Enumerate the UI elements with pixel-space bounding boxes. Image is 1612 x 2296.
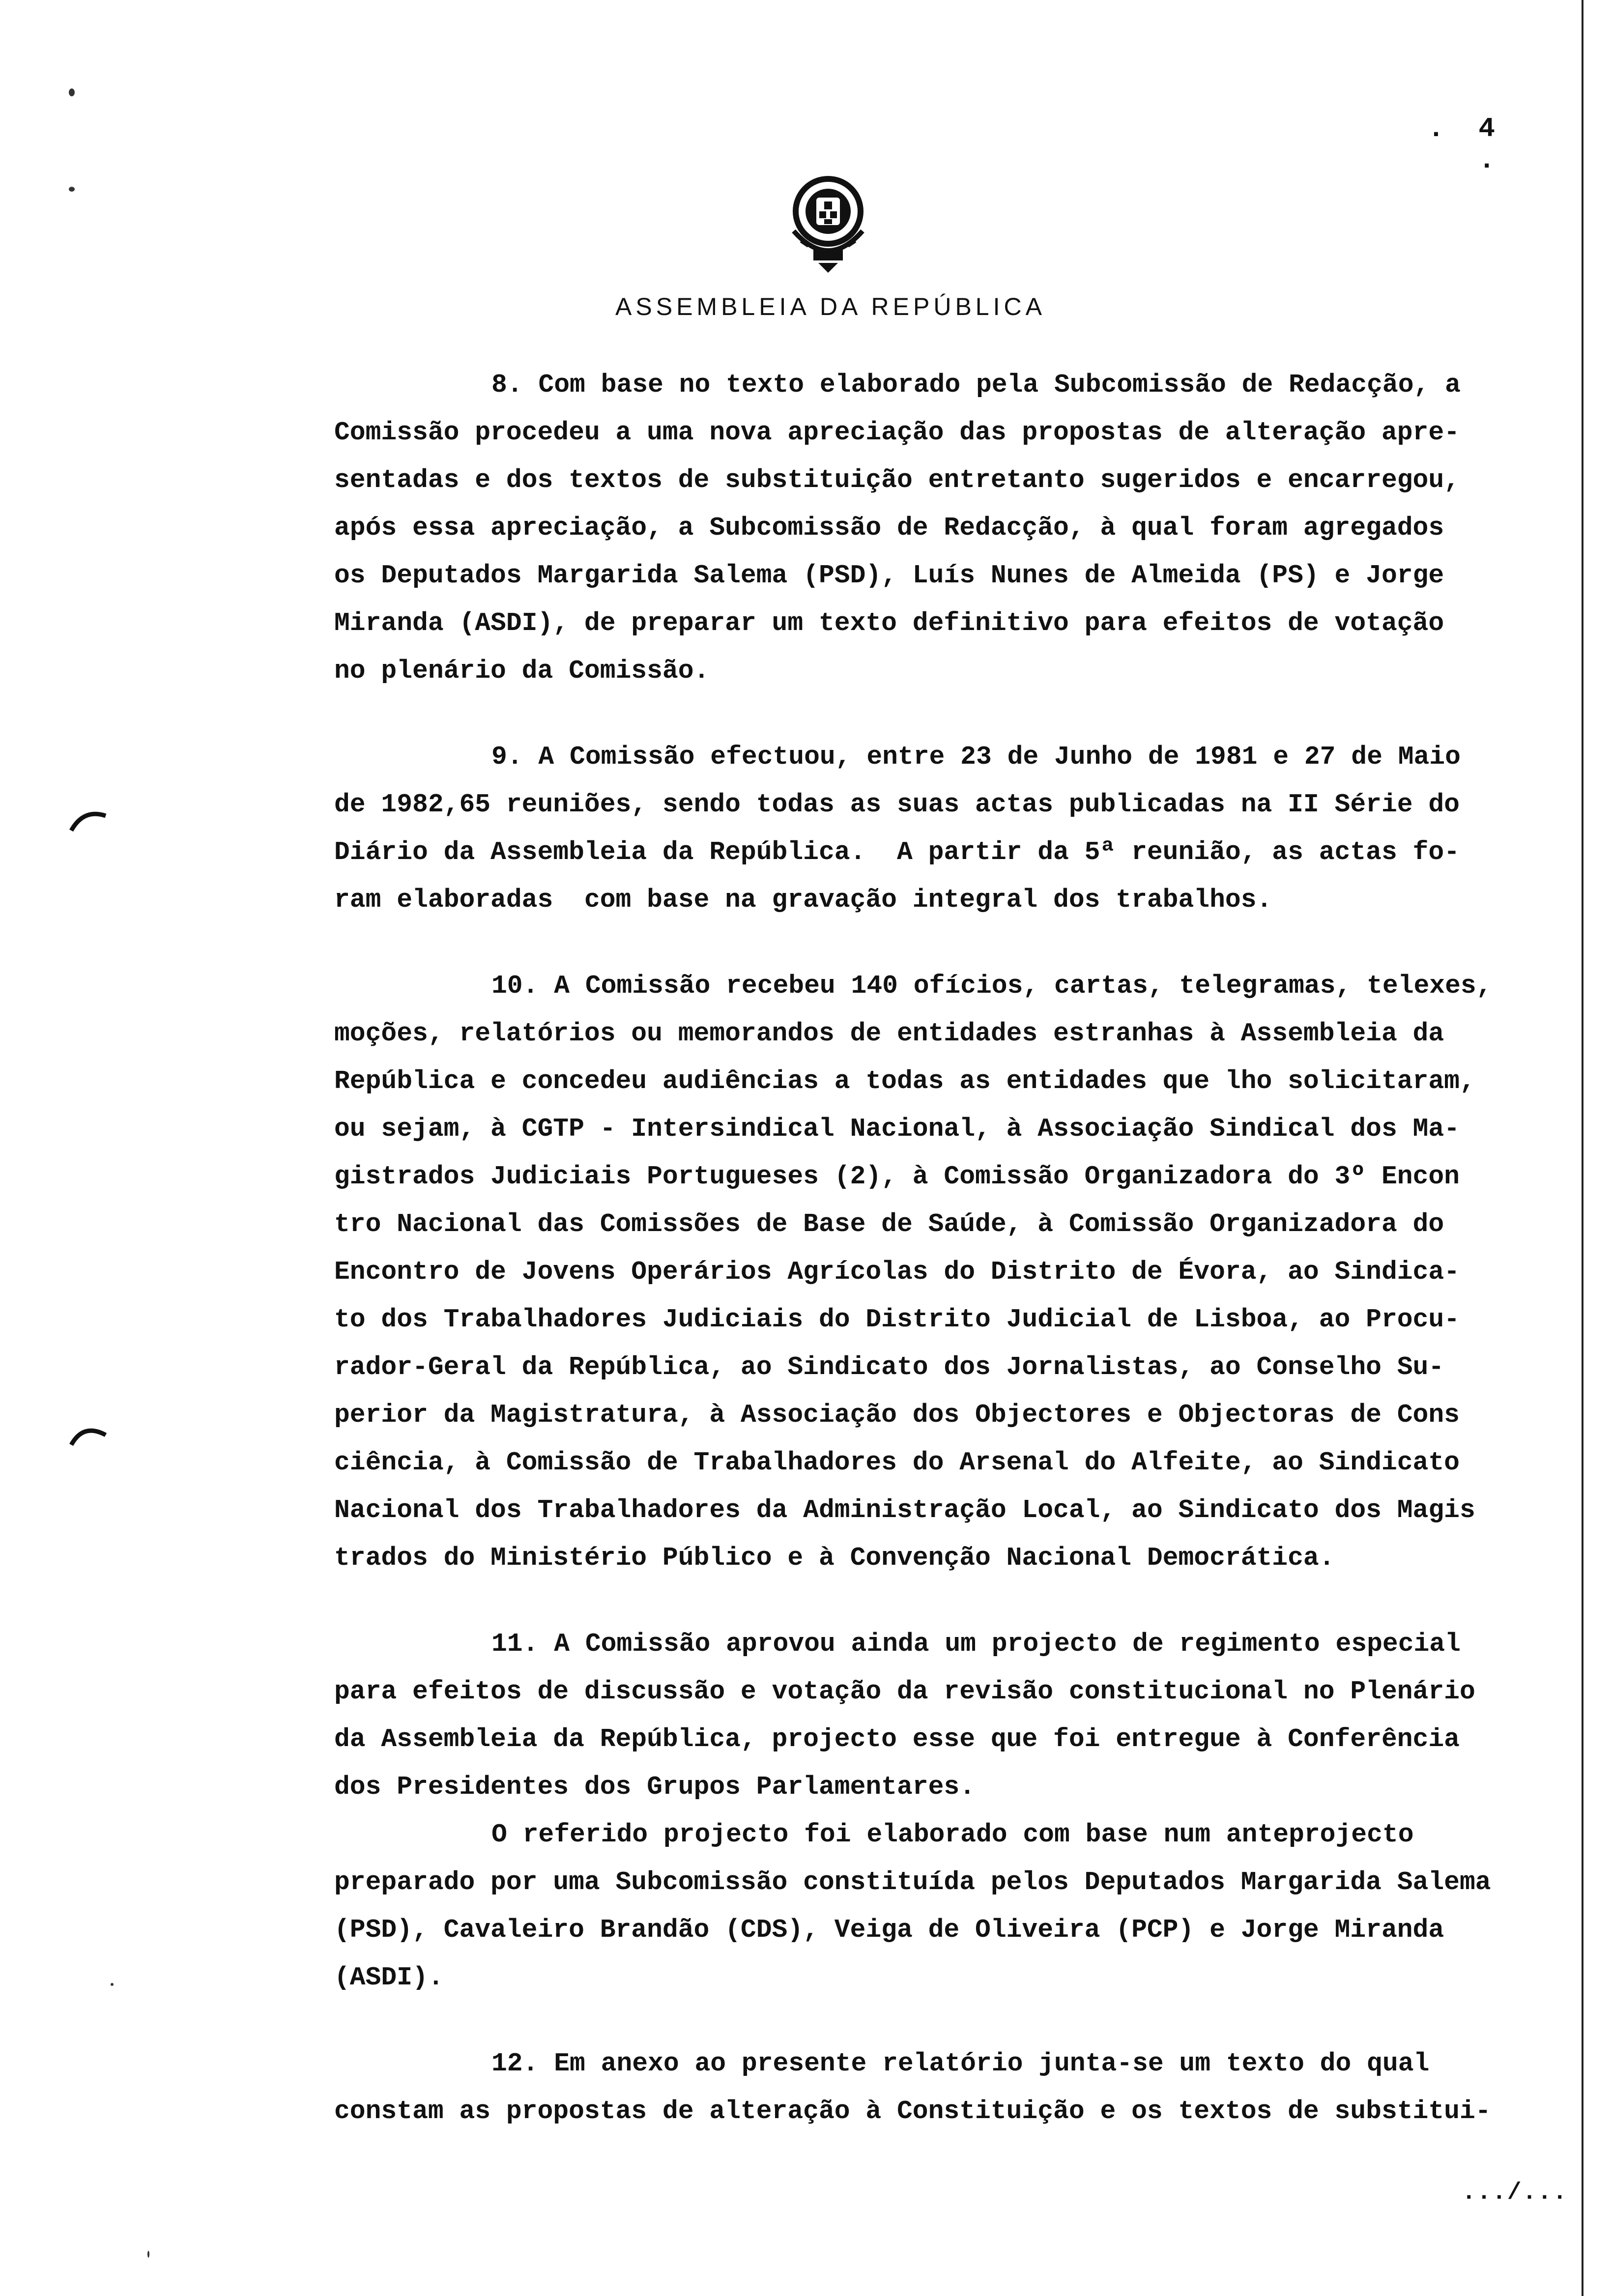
text-line: da Assembleia da República, projecto esse que foi entregue à Conferência [334, 1724, 1460, 1754]
text-line: Nacional dos Trabalhadores da Administração Local, ao Sindicato dos Magis [334, 1495, 1475, 1525]
text-line: to dos Trabalhadores Judiciais do Distrito Judicial de Lisboa, ao Procu- [334, 1305, 1460, 1334]
text-line: sentadas e dos textos de substituição entretanto sugeridos e encarregou, [334, 465, 1460, 495]
paragraph-9 [334, 733, 1484, 924]
text-line: 11. A Comissão aprovou ainda um projecto de regimento especial [491, 1629, 1461, 1659]
punch-hole-mark [69, 806, 108, 835]
institution-heading: ASSEMBLEIA DA REPÚBLICA [615, 293, 1046, 320]
text-line: 8. Com base no texto elaborado pela Subcomissão de Redacção, a [491, 370, 1461, 400]
text-line: Encontro de Jovens Operários Agrícolas do Distrito de Évora, ao Sindica- [334, 1257, 1460, 1287]
text-line: dos Presidentes dos Grupos Parlamentares. [334, 1772, 976, 1802]
text-line: 12. Em anexo ao presente relatório junta-se um texto do qual [491, 2049, 1430, 2078]
text-line: tro Nacional das Comissões de Base de Saúde, à Comissão Organizadora do [334, 1209, 1444, 1239]
scan-speck [69, 88, 75, 96]
continuation-mark: .../... [1462, 2180, 1568, 2206]
text-line: Comissão procedeu a uma nova apreciação das propostas de alteração apre- [334, 418, 1460, 447]
text-line: moções, relatórios ou memorandos de entidades estranhas à Assembleia da [334, 1019, 1444, 1048]
text-line: gistrados Judiciais Portugueses (2), à Comissão Organizadora do 3º Encon [334, 1162, 1460, 1191]
text-line: ciência, à Comissão de Trabalhadores do Arsenal do Alfeite, ao Sindicato [334, 1448, 1460, 1477]
text-line: República e concedeu audiências a todas as entidades que lho solicitaram, [334, 1066, 1475, 1096]
paragraph-10 [334, 962, 1492, 1582]
text-line: 9. A Comissão efectuou, entre 23 de Junho de 1981 e 27 de Maio [491, 742, 1461, 772]
text-line: rador-Geral da República, ao Sindicato dos Jornalistas, ao Conselho Su- [334, 1352, 1444, 1382]
text-line: para efeitos de discussão e votação da revisão constitucional no Plenário [334, 1677, 1475, 1706]
paragraph-8 [334, 361, 1484, 695]
paragraph-12 [334, 2040, 1491, 2135]
text-line: após essa apreciação, a Subcomissão de Redacção, à qual foram agregados [334, 513, 1444, 543]
text-line: perior da Magistratura, à Associação dos Objectores e Objectoras de Cons [334, 1400, 1460, 1430]
paragraph-11 [334, 1620, 1484, 1811]
scan-speck [69, 187, 75, 192]
paragraph-11-continued [334, 1811, 1491, 2002]
page-number: . 4 . [1428, 113, 1504, 176]
document-body [334, 361, 1492, 2135]
coat-of-arms-icon [779, 172, 877, 275]
text-line: no plenário da Comissão. [334, 656, 710, 686]
text-line: (ASDI). [334, 1963, 444, 1992]
text-line: ou sejam, à CGTP - Intersindical Nacional, à Associação Sindical dos Ma- [334, 1114, 1460, 1144]
text-line: (PSD), Cavaleiro Brandão (CDS), Veiga de Oliveira (PCP) e Jorge Miranda [334, 1915, 1444, 1945]
text-line: preparado por uma Subcomissão constituída pelos Deputados Margarida Salema [334, 1867, 1491, 1897]
text-line: de 1982,65 reuniões, sendo todas as suas actas publicadas na II Série do [334, 790, 1460, 819]
scan-speck [111, 1983, 114, 1986]
scan-speck [147, 2251, 149, 2258]
text-line: 10. A Comissão recebeu 140 ofícios, cartas, telegramas, telexes, [491, 971, 1492, 1001]
text-line: trados do Ministério Público e à Convenção Nacional Democrática. [334, 1543, 1335, 1573]
page-edge-rule [1582, 0, 1583, 2296]
punch-hole-mark [69, 1420, 108, 1450]
text-line: os Deputados Margarida Salema (PSD), Luís Nunes de Almeida (PS) e Jorge [334, 561, 1444, 590]
text-line: Diário da Assembleia da República. A partir da 5ª reunião, as actas fo- [334, 837, 1460, 867]
text-line: ram elaboradas com base na gravação integral dos trabalhos. [334, 885, 1272, 915]
text-line: O referido projecto foi elaborado com base num anteprojecto [491, 1820, 1414, 1849]
text-line: constam as propostas de alteração à Constituição e os textos de substitui- [334, 2096, 1491, 2126]
text-line: Miranda (ASDI), de preparar um texto definitivo para efeitos de votação [334, 608, 1444, 638]
